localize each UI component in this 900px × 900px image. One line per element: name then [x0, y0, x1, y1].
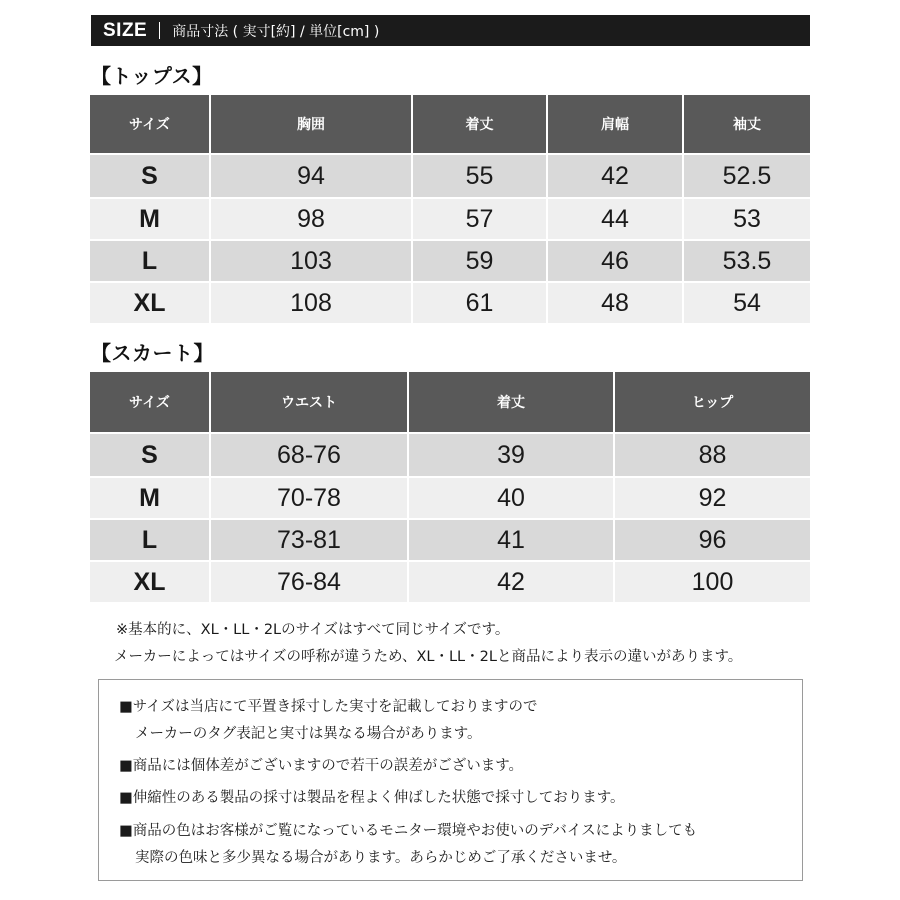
table-row: [90, 476, 810, 518]
waist-cell: 73-81: [211, 518, 409, 560]
hip-cell: 92: [615, 476, 810, 518]
sleeve-cell: 53.5: [684, 239, 810, 281]
skirt-col-waist: ウエスト: [211, 372, 409, 432]
skirt-col-hip: ヒップ: [615, 372, 810, 432]
info-box: [98, 679, 803, 881]
size-label: SIZE: [103, 19, 148, 41]
table-row: [90, 432, 810, 476]
length-cell: 42: [409, 560, 615, 602]
tops-section-title: 【トップス】: [91, 64, 213, 88]
shoulder-cell: 44: [548, 197, 684, 239]
tops-col-shoulder: 肩幅: [548, 95, 684, 153]
info-line-1: ■サイズは当店にて平置き採寸した実寸を記載しておりますので: [119, 699, 538, 715]
length-cell: 55: [413, 153, 548, 197]
shoulder-cell: 42: [548, 153, 684, 197]
waist-cell: 68-76: [211, 432, 409, 476]
skirt-col-size: サイズ: [90, 372, 211, 432]
skirt-col-length: 着丈: [409, 372, 615, 432]
info-line-5: ■商品の色はお客様がご覧になっているモニター環境やお使いのデバイスによりましても: [119, 823, 698, 839]
sleeve-cell: 53: [684, 197, 810, 239]
waist-cell: 76-84: [211, 560, 409, 602]
length-cell: 40: [409, 476, 615, 518]
length-cell: 41: [409, 518, 615, 560]
tops-header-row: [90, 95, 810, 153]
tops-col-size: サイズ: [90, 95, 211, 153]
size-cell: L: [90, 239, 211, 281]
header-title: 商品寸法 ( 実寸[約] / 単位[cm] ): [172, 23, 380, 40]
sleeve-cell: 54: [684, 281, 810, 323]
hip-cell: 88: [615, 432, 810, 476]
chest-cell: 94: [211, 153, 413, 197]
skirt-section-title: 【スカート】: [91, 341, 214, 365]
sleeve-cell: 52.5: [684, 153, 810, 197]
length-cell: 59: [413, 239, 548, 281]
skirt-header-row: [90, 372, 810, 432]
size-header-bar: [91, 15, 810, 46]
skirt-size-table: [90, 372, 810, 602]
waist-cell: 70-78: [211, 476, 409, 518]
table-row: [90, 560, 810, 602]
size-cell: L: [90, 518, 211, 560]
table-row: [90, 518, 810, 560]
size-cell: XL: [90, 281, 211, 323]
info-line-2: メーカーのタグ表記と実寸は異なる場合があります。: [135, 726, 482, 742]
shoulder-cell: 48: [548, 281, 684, 323]
length-cell: 39: [409, 432, 615, 476]
table-row: [90, 239, 810, 281]
chest-cell: 108: [211, 281, 413, 323]
size-cell: XL: [90, 560, 211, 602]
table-row: [90, 153, 810, 197]
info-line-4: ■伸縮性のある製品の採寸は製品を程よく伸ばした状態で採寸しております。: [119, 790, 625, 806]
tops-col-chest: 胸囲: [211, 95, 413, 153]
tops-size-table: [90, 95, 810, 323]
hip-cell: 100: [615, 560, 810, 602]
note-line-1: ※基本的に、XL・LL・2Lのサイズはすべて同じサイズです。: [116, 622, 510, 638]
size-cell: S: [90, 153, 211, 197]
tops-col-sleeve: 袖丈: [684, 95, 810, 153]
hip-cell: 96: [615, 518, 810, 560]
length-cell: 57: [413, 197, 548, 239]
table-row: [90, 197, 810, 239]
size-cell: M: [90, 197, 211, 239]
shoulder-cell: 46: [548, 239, 684, 281]
chest-cell: 98: [211, 197, 413, 239]
size-cell: S: [90, 432, 211, 476]
header-divider: [159, 22, 160, 39]
size-cell: M: [90, 476, 211, 518]
note-line-2: メーカーによってはサイズの呼称が違うため、XL・LL・2Lと商品により表示の違いがあります。: [114, 649, 743, 665]
tops-col-length: 着丈: [413, 95, 548, 153]
info-line-6: 実際の色味と多少異なる場合があります。あらかじめご了承くださいませ。: [135, 850, 627, 866]
length-cell: 61: [413, 281, 548, 323]
info-line-3: ■商品には個体差がございますので若干の誤差がございます。: [119, 758, 524, 774]
table-row: [90, 281, 810, 323]
chest-cell: 103: [211, 239, 413, 281]
